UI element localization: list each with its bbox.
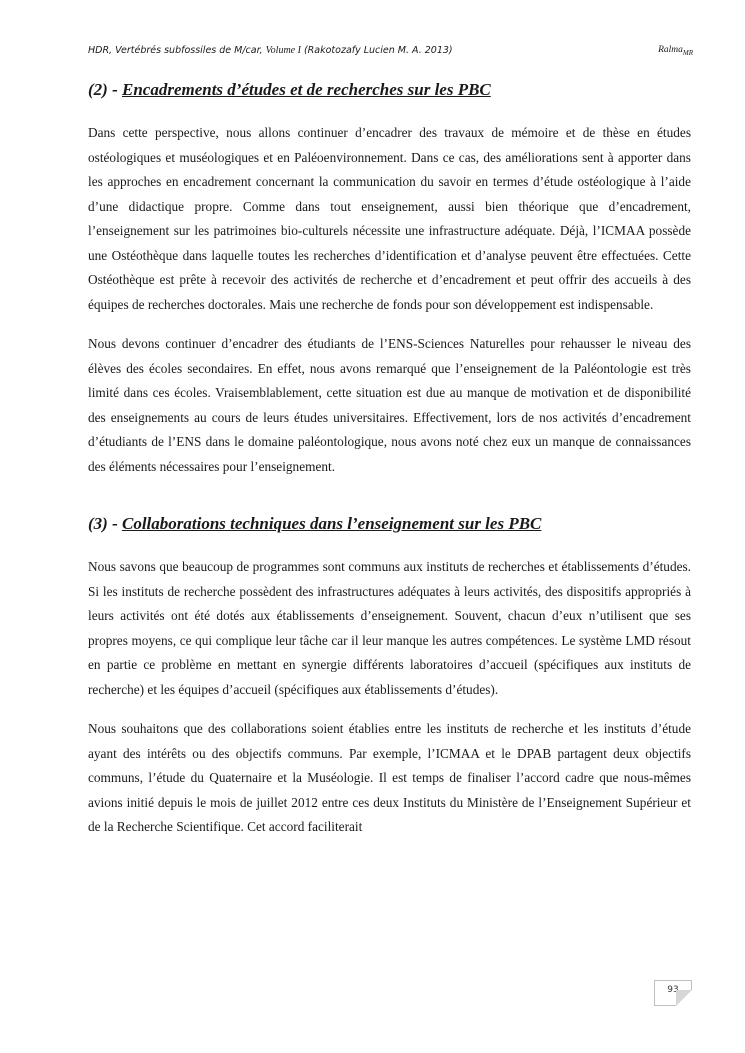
section-heading-2 [88, 78, 691, 102]
running-header [88, 45, 693, 63]
header-volume: Volume I [265, 45, 301, 56]
header-signature-sub: MR [682, 48, 693, 57]
paragraph: Nous devons continuer d’encadrer des étudiants de l’ENS-Sciences Naturelles pour rehausser le niveau des élèves des écoles secondaires. En effet, nous avons remarqué que l’enseignement de la Paléontologie est très limité dans ces écoles. Vraisemblablement, cette situation est due au manque de motivation et de disponibilité des enseignements au cours de leurs études universitaires. Effectivement, lors de nos activités d’encadrement d’étudiants de l’ENS dans le domaine paléontologique, nous avons noté chez eux un manque de connaissances des éléments nécessaires pour l’enseignement. [88, 336, 691, 474]
header-signature [658, 45, 693, 57]
page-body [88, 78, 691, 855]
section-title: Encadrements d’études et de recherches sur les PBC [121, 80, 491, 99]
page-curl-icon [676, 990, 692, 1006]
header-citation [88, 45, 453, 56]
paragraph: Dans cette perspective, nous allons continuer d’encadrer des travaux de mémoire et de thèse en études ostéologiques et muséologiques et en Paléoenvironnement. Dans ce cas, des améliorations sent à apporter dans les approches en encadrement concernant la communication du savoir en termes d’étude ostéologique à l’aide d’une didactique propre. Comme dans tout enseignement, aussi bien théorique que d’encadrement, l’enseignement sur les patrimoines bio-culturels nécessite une infrastructure adéquate. Déjà, l’ICMAA possède une Ostéothèque dans laquelle toutes les recherches d’identification et d’analyse peuvent être effectuées. Cette Ostéothèque est prête à recevoir des activités de recherche et d’encadrement et peut offrir des accueils à des équipes de recherches doctorales. Mais une recherche de fonds pour son développement est indispensable. [88, 125, 691, 312]
section-number: (2) - [88, 80, 122, 99]
section-title: Collaborations techniques dans l’enseignement sur les PBC [121, 514, 542, 533]
section-heading-3 [88, 512, 691, 536]
page-number-box [654, 980, 692, 1006]
header-title: HDR, Vertébrés subfossiles de M/car, [88, 45, 266, 56]
page-number: 93 [667, 985, 679, 995]
paragraph: Nous savons que beaucoup de programmes sont communs aux instituts de recherches et établissements d’études. Si les instituts de recherche possèdent des infrastructures adéquates à leurs activités, des dispositifs appropriés à leurs activités ont été dotés aux établissements d’enseignement. Souvent, chacun d’eux n’utilisent que ses propres moyens, ce qui complique leur tâche car il leur manque les autres compétences. Le système LMD résout en partie ce problème en mettant en synergie différents laboratoires d’accueil (spécifiques aux instituts de recherche) et les équipes d’accueil (spécifiques aux établissements d’études). [88, 559, 691, 697]
header-signature-main: Ralma [658, 45, 683, 55]
section-number: (3) - [88, 514, 122, 533]
paragraph: Nous souhaitons que des collaborations soient établies entre les instituts de recherche et les instituts d’étude ayant des intérêts ou des objectifs communs. Par exemple, l’ICMAA et le DPAB partagent deux objectifs communs, l’étude du Quaternaire et la Muséologie. Il est temps de finaliser l’accord cadre que nous-mêmes avions initié depuis le mois de juillet 2012 entre ces deux Instituts du Ministère de l’Enseignement Supérieur et de la Recherche Scientifique. Cet accord faciliterait [88, 721, 691, 834]
header-author: (Rakotozafy Lucien M. A. 2013) [300, 45, 453, 56]
